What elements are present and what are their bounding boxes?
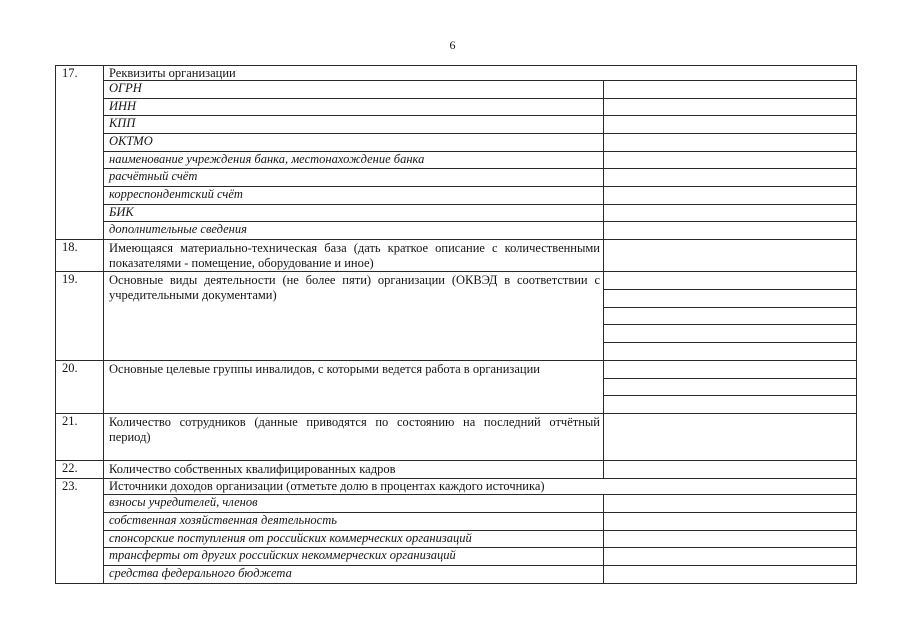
income-value-membership-fees <box>604 495 856 512</box>
field-value-staff-count <box>604 414 856 460</box>
field-label-additional-info: дополнительные сведения <box>104 222 604 239</box>
income-row-federal-budget <box>104 566 856 583</box>
activity-slot <box>604 290 856 308</box>
field-value-activities <box>604 272 856 360</box>
activity-slot <box>604 308 856 326</box>
income-value-nonprofit-transfers <box>604 548 856 565</box>
row-title: Имеющаяся материально-техническая база (дать краткое описание с количественными показателями - помещение, оборудование и иное) <box>104 240 604 271</box>
income-value-federal-budget <box>604 566 856 583</box>
field-label-correspondent-account: корреспондентский счёт <box>104 187 604 204</box>
page-number: 6 <box>449 38 456 52</box>
table-row-19 <box>56 272 856 361</box>
field-row-correspondent-account <box>104 187 856 205</box>
field-value-qualified-staff <box>604 461 856 478</box>
income-label-membership-fees: взносы учредителей, членов <box>104 495 604 512</box>
income-value-sponsorship <box>604 531 856 548</box>
income-value-own-business <box>604 513 856 530</box>
field-value-ogrn <box>604 81 856 98</box>
row-title: Количество сотрудников (данные приводятся по состоянию на последний отчётный период) <box>104 414 604 460</box>
field-row-additional-info <box>104 222 856 239</box>
field-row-kpp <box>104 116 856 134</box>
field-label-settlement-account: расчётный счёт <box>104 169 604 186</box>
field-label-ogrn: ОГРН <box>104 81 604 98</box>
field-value-additional-info <box>604 222 856 239</box>
field-label-bank-name: наименование учреждения банка, местонахождение банка <box>104 152 604 169</box>
income-row-membership-fees <box>104 495 856 513</box>
table-row-18 <box>56 240 856 272</box>
organization-info-table <box>55 65 857 584</box>
row-title: Количество собственных квалифицированных кадров <box>104 461 604 478</box>
field-label-bik: БИК <box>104 205 604 222</box>
field-label-kpp: КПП <box>104 116 604 133</box>
field-value-facilities <box>604 240 856 271</box>
row-title: Основные целевые группы инвалидов, с которыми ведется работа в организации <box>104 361 604 413</box>
row-number: 21. <box>56 414 104 460</box>
field-row-bik <box>104 205 856 223</box>
field-row-settlement-account <box>104 169 856 187</box>
field-value-inn <box>604 99 856 116</box>
field-value-bank-name <box>604 152 856 169</box>
field-label-inn: ИНН <box>104 99 604 116</box>
row-number: 23. <box>56 479 104 583</box>
field-value-oktmo <box>604 134 856 151</box>
target-group-slot <box>604 396 856 413</box>
activity-slot <box>604 343 856 360</box>
field-value-correspondent-account <box>604 187 856 204</box>
field-row-inn <box>104 99 856 117</box>
field-value-kpp <box>604 116 856 133</box>
row-number: 20. <box>56 361 104 413</box>
income-row-nonprofit-transfers <box>104 548 856 566</box>
row-title: Источники доходов организации (отметьте долю в процентах каждого источника) <box>104 479 856 495</box>
field-label-oktmo: ОКТМО <box>104 134 604 151</box>
table-row-20 <box>56 361 856 414</box>
income-label-federal-budget: средства федерального бюджета <box>104 566 604 583</box>
row-number: 17. <box>56 66 104 239</box>
income-label-own-business: собственная хозяйственная деятельность <box>104 513 604 530</box>
row-number: 19. <box>56 272 104 360</box>
field-value-bik <box>604 205 856 222</box>
table-row-21 <box>56 414 856 461</box>
income-label-nonprofit-transfers: трансферты от других российских некоммерческих организаций <box>104 548 604 565</box>
activity-slot <box>604 272 856 290</box>
field-row-oktmo <box>104 134 856 152</box>
target-group-slot <box>604 379 856 397</box>
field-value-target-groups <box>604 361 856 413</box>
field-value-settlement-account <box>604 169 856 186</box>
row-number: 22. <box>56 461 104 478</box>
target-group-slot <box>604 361 856 379</box>
row-number: 18. <box>56 240 104 271</box>
row-title: Основные виды деятельности (не более пяти) организации (ОКВЭД в соответствии с учредительными документами) <box>104 272 604 360</box>
income-label-sponsorship: спонсорские поступления от российских коммерческих организаций <box>104 531 604 548</box>
table-row-17 <box>56 66 856 240</box>
field-row-ogrn <box>104 81 856 99</box>
row-content <box>104 479 856 583</box>
activity-slot <box>604 325 856 343</box>
income-row-sponsorship <box>104 531 856 549</box>
field-row-bank-name <box>104 152 856 170</box>
table-row-23 <box>56 479 856 583</box>
row-title: Реквизиты организации <box>104 66 856 81</box>
income-row-own-business <box>104 513 856 531</box>
row-content <box>104 66 856 239</box>
table-row-22 <box>56 461 856 479</box>
